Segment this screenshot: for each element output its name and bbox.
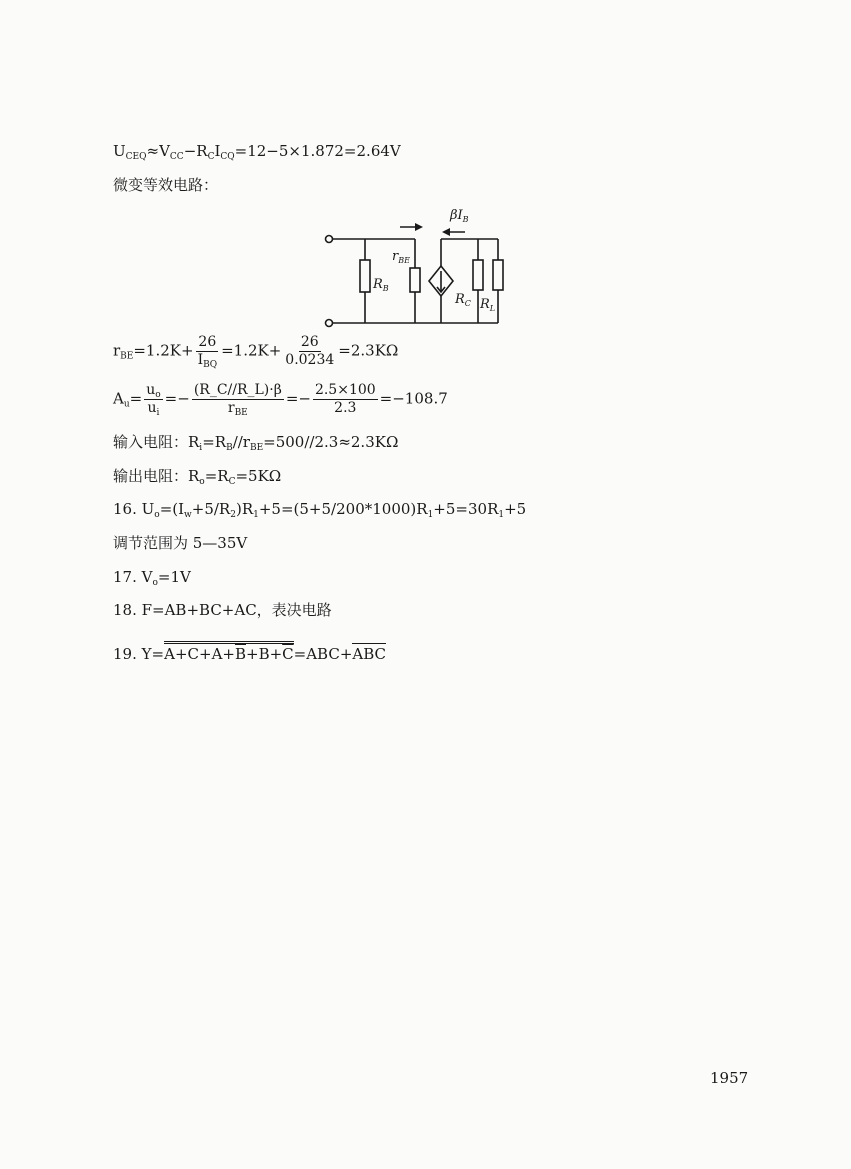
input-terminal-top [326, 236, 333, 243]
answer-16: 16. $U_o=(I_w+5/R_2)R_1+5=(5+5/200*1000)R_1+5=30R_1+5$ [113, 500, 527, 520]
uceq-equation: $U_{CEQ}\approx V_{CC}-R_CI_{CQ}=12-5\times 1.872=2.64V$ [113, 142, 401, 162]
output-resistance-line: 输出电阻：$R_o=R_C=5K\Omega$ [113, 467, 282, 487]
answer-18: 18. F=AB+BC+AC，表决电路 [113, 601, 332, 619]
small-signal-heading: 微变等效电路： [113, 176, 219, 194]
rl-label: $R_L$ [480, 297, 496, 313]
page-number: 1957 [710, 1069, 749, 1087]
voltage-gain-equation: $A_u=$ $\frac{u_o}{u_i}$ =− $\frac{(R\_C//R\_L)\cdot\beta}{r_{BE}}$ =− $\frac{2.5\times 100}{2.3}$ =−108.7 [113, 382, 448, 418]
input-resistance-line: 输入电阻：$R_i=R_B//r_{BE}=500//2.3\approx 2.3K\Omega$ [113, 433, 399, 453]
input-terminal-bottom [326, 320, 333, 327]
rb-resistor [360, 260, 370, 292]
rl-resistor [493, 260, 503, 290]
rbe-resistor [410, 268, 420, 292]
beta-ib-label: $\beta I_B$ [450, 208, 469, 224]
small-signal-equivalent-circuit [322, 198, 512, 333]
answer-17: 17. $V_o=1V$ [113, 568, 191, 588]
rc-resistor [473, 260, 483, 290]
answer-19: 19. $Y=A+C+A+\overline{B}+B+\overline{C}=ABC+ABC$ [113, 644, 386, 664]
triple-overline-expression: $A+C+A+\overline{B}+B+\overline{C}$ [164, 641, 294, 663]
rbe-label: $r_{BE}$ [392, 249, 410, 265]
answer-16-range: 调节范围为 5—35V [113, 534, 248, 552]
rc-label: $R_C$ [455, 292, 471, 308]
rb-label: $R_B$ [373, 277, 389, 293]
rbe-equation: $r_{BE}=1.2K+$ $\frac{26}{I_{BQ}}$ =1.2K+ $\frac{26}{0.0234}$ =2.3KΩ [113, 334, 399, 370]
